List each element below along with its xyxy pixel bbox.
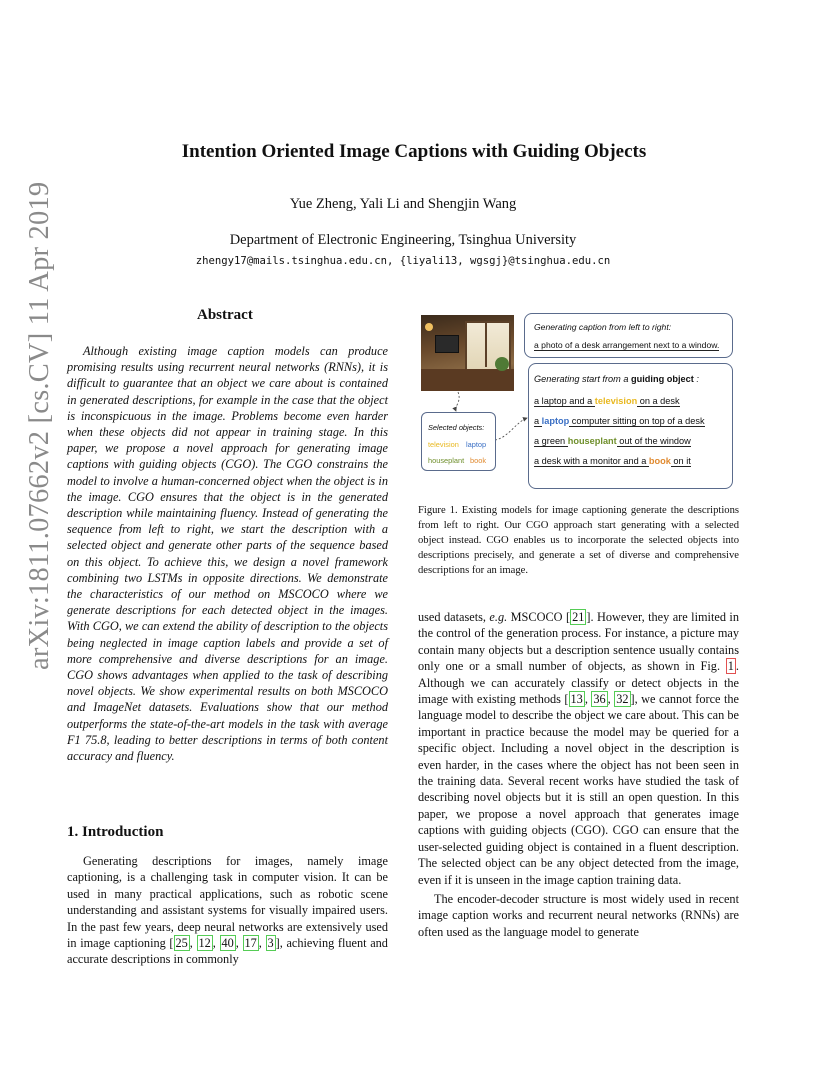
emails: zhengy17@mails.tsinghua.edu.cn, {liyali13, wgsgj}@tsinghua.edu.cn [195, 255, 611, 267]
figure-1 [418, 310, 744, 490]
guided-captions-box [528, 363, 733, 489]
selected-heading: Selected objects: [428, 423, 485, 432]
abstract-body [67, 343, 388, 764]
selected-objects-box [421, 412, 496, 471]
citation-link[interactable]: 3 [267, 936, 274, 951]
left-to-right-heading: Generating caption from left to right: [534, 322, 672, 332]
citation-link[interactable]: 17 [244, 936, 257, 951]
intro-paragraph: Generating descriptions for images, namely image captioning, is a challenging task in computer vision. It can be used in many practical applications, such as robotic scene understanding and assistant systems for visually impaired users. In the past few years, deep neural networks are extensively used in image captioning [ 25 , 12 , 40 , 17 , 3 ], achieving fluent and accurate descriptions in commonly [67, 854, 388, 967]
abstract-text: Although existing image caption models can produce promising results using recurrent neural networks (RNNs), it is difficult to guarantee that an object we care about is contained in generated descriptions, for example in the case that the object is inconspicuous in the image. Problems become even harder when these objects did not appear in training stage. In this paper, we propose a novel approach for generating image captions with guiding objects (CGO). The CGO constrains the model to involve a human-concerned object when the object is in the image. CGO ensures that the object is in the generated description while maintaining fluency. Instead of generating the sequence from left to right, we start the description with a selected object and generate other parts of the sequence based on this object. To achieve this, we design a novel framework combining two LSTMs in opposite directions. We demonstrate the characteristics of our method on MSCOCO where we generate descriptions for each detected object in the images. With CGO, we can extend the ability of description to the objects being neglected in image caption labels and provide a set of more comprehensive and diverse descriptions for an image. CGO shows advantages when applied to the task of describing novel objects. We show experimental results on both MSCOCO and ImageNet datasets. Evaluations show that our method outperforms the state-of-the-art models in the task with average F1 75.8, leading to better descriptions in terms of both content accuracy and fluency. [67, 344, 388, 764]
figure-1-caption: Figure 1. Existing models for image captioning generate the descriptions from left to right. Our CGO approach start generating with a selected object instead. CGO enables us to incorporate the selected objects into descriptions precisely, and generate a set of diverse and comprehensive descriptions for an image. [418, 505, 739, 576]
guided-heading: Generating start from a guiding object : [534, 374, 699, 384]
citation-link[interactable]: 13 [570, 692, 583, 707]
citation-link[interactable]: 12 [198, 936, 211, 951]
guided-caption-2: a laptop computer sitting on top of a desk [534, 416, 705, 426]
left-to-right-box [524, 313, 733, 358]
authors: Yue Zheng, Yali Li and Shengjin Wang [289, 196, 517, 212]
guided-caption-3: a green houseplant out of the window [534, 436, 691, 446]
citation-link[interactable]: 21 [572, 610, 585, 624]
right-paragraph-1: used datasets, e.g. MSCOCO [ 21 ]. However, they are limited in the control of the generation process. For instance, a picture may contain many objects but a description sentence usually contains only one or a small number of objects, as shown in Fig. 1 . Although we can accurately classify or detect objects in the image with existing methods [ 13 , 36 , 32 ], we cannot force the language model to describe the object we care about. This can be important in practice because the model may be queried for a specific object. Including a novel object in the description is even harder, in the cases where the object has not been seen in the training data. Several recent works have studied the task of describing novel objects but it is still an open question. In this paper, we propose a novel approach that generates image captions with guiding objects (CGO). CGO can ensure that the user-selected guiding object is contained in a fluent description. The selected object can be any object detected from the image, even if it is unseen in the image caption training data. [418, 610, 739, 887]
right-column-body [418, 609, 739, 943]
citation-link[interactable]: 36 [593, 692, 606, 707]
arrow-selected-to-captions [495, 418, 527, 440]
left-to-right-caption: a photo of a desk arrangement next to a window. [534, 340, 720, 350]
affiliation: Department of Electronic Engineering, Tsinghua University [229, 232, 577, 248]
arrow-photo-to-selected [456, 392, 459, 411]
selected-object-book: book [470, 456, 487, 465]
figure-ref-link[interactable]: 1 [727, 659, 734, 674]
arxiv-stamp: arXiv:1811.07662v2 [cs.CV] 11 Apr 2019 [24, 181, 55, 670]
paper-title: Intention Oriented Image Captions with Guiding Objects [181, 141, 647, 162]
section-heading-introduction: 1. Introduction [67, 824, 164, 840]
selected-object-television: television [428, 440, 459, 449]
intro-text: Generating descriptions for images, namely image captioning, is a challenging task in computer vision. It can be used in many practical applications, such as robotic scene understanding and assistant systems for visually impaired users. In the past few years, deep neural networks are extensively used in image captioning [ [67, 854, 388, 951]
guided-caption-4: a desk with a monitor and a book on it [534, 456, 691, 466]
citation-link[interactable]: 32 [616, 692, 629, 707]
abstract-heading: Abstract [197, 307, 253, 323]
intro-text: ], achieving fluent and accurate descriptions in commonly [67, 936, 388, 967]
intro-body [67, 853, 388, 968]
citation-link[interactable]: 40 [221, 936, 234, 951]
guided-caption-1: a laptop and a television on a desk [534, 396, 680, 406]
selected-object-houseplant: houseplant [428, 456, 465, 465]
right-paragraph-2: The encoder-decoder structure is most widely used in recent image caption works and recurrent neural networks (RNNs) are often used as the language model to generate [418, 891, 739, 939]
citation-link[interactable]: 25 [175, 936, 188, 951]
selected-object-laptop: laptop [466, 440, 487, 449]
